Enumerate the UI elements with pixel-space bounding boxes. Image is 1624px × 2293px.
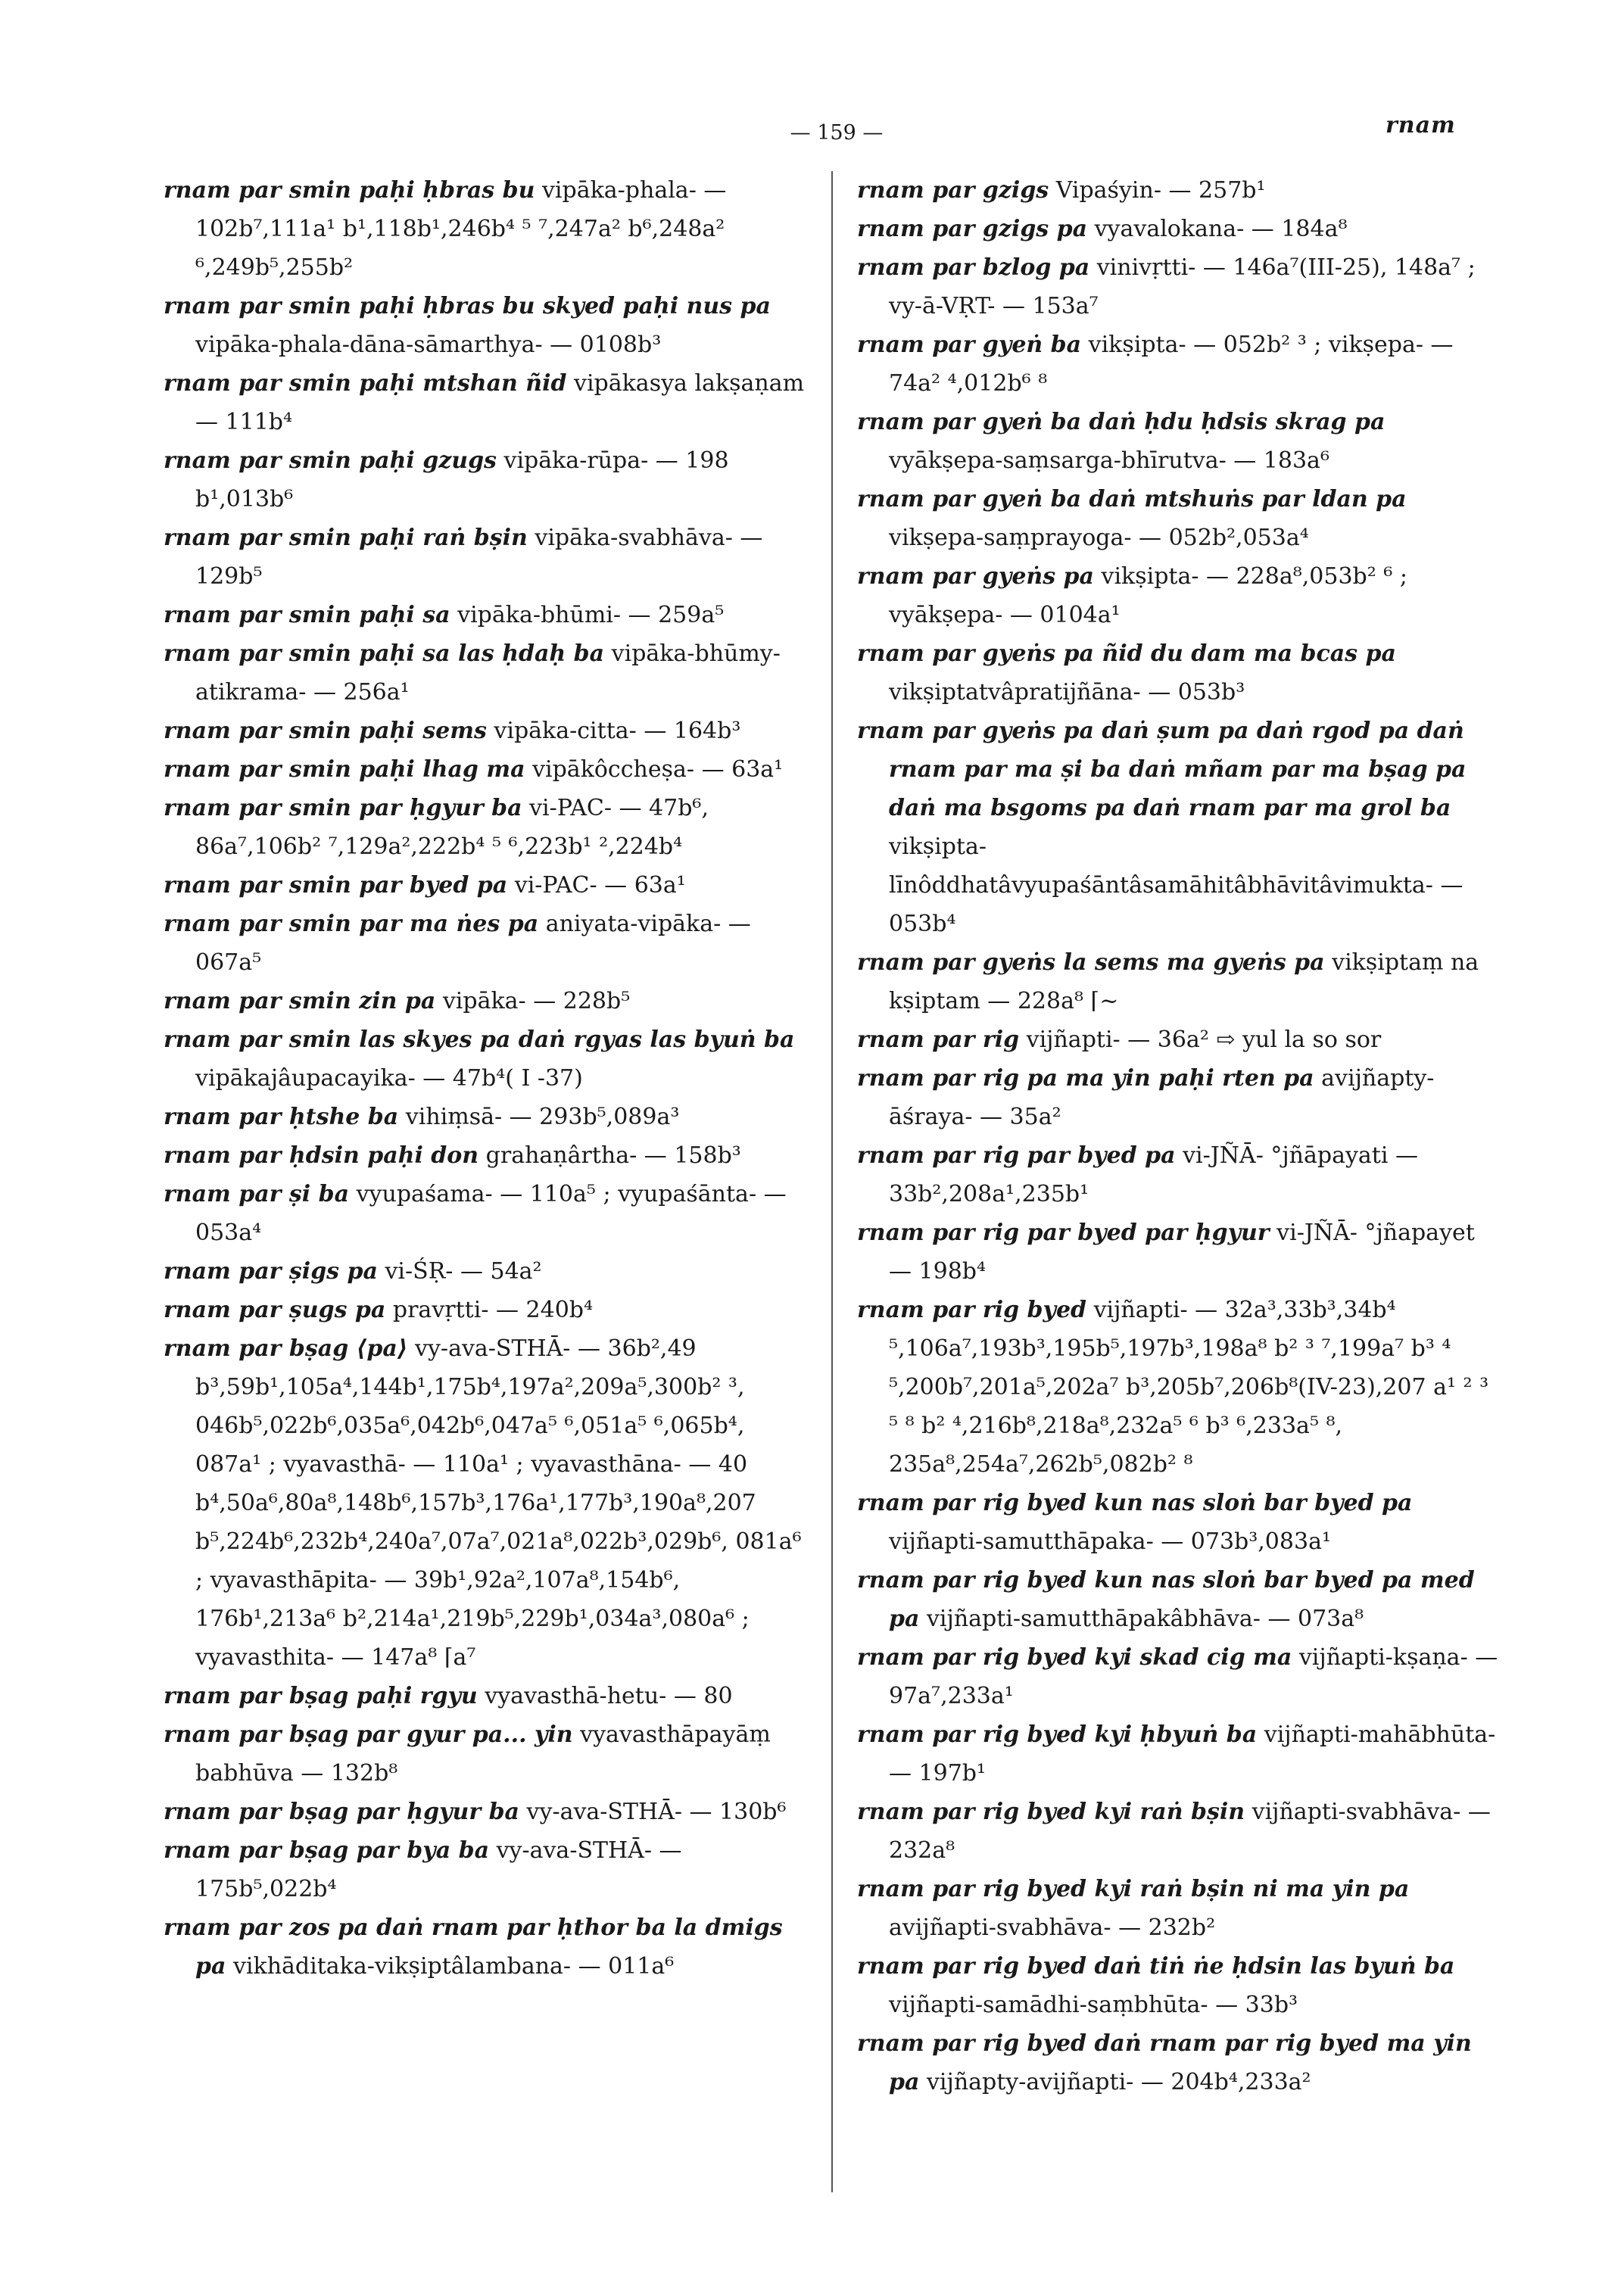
entry-headword: rnam par gyeṅs la sems ma gyeṅs pa — [857, 949, 1325, 976]
entry-headword: rnam par gzigs pa — [857, 216, 1088, 242]
dictionary-entry — [857, 2024, 1501, 2101]
entry-definition: vihiṃsā- — 293b⁵,089a³ — [405, 1104, 680, 1130]
entry-headword: rnam par zos pa daṅ rnam par ḥthor ba la dmigs pa — [164, 1914, 783, 1980]
entry-headword: rnam par smin paḥi gzugs — [164, 447, 497, 474]
entry-definition: vi-JÑĀ- °jñāpayati — 33b²,208a¹,235b¹ — [889, 1142, 1418, 1207]
dictionary-entry — [164, 1098, 807, 1136]
entry-headword: rnam par bṣag par ḥgyur ba — [164, 1799, 519, 1825]
entry-headword: rnam par gyeṅs pa daṅ ṣum pa daṅ rgod pa daṅ rnam par ma ṣi ba daṅ mñam par ma bṣag pa daṅ ma bsgoms pa daṅ rnam par ma grol ba — [857, 718, 1467, 821]
entry-headword: rnam par rig byed — [857, 1297, 1087, 1323]
entry-headword: rnam par smin paḥi sems — [164, 718, 487, 744]
left-column — [164, 171, 807, 1986]
dictionary-entry — [164, 905, 807, 982]
dictionary-entry — [857, 210, 1501, 248]
entry-headword: rnam par bṣag par bya ba — [164, 1837, 490, 1864]
entry-headword: rnam par gzigs — [857, 177, 1049, 204]
dictionary-entry — [164, 596, 807, 634]
entry-headword: rnam par gyeṅ ba daṅ ḥdu ḥdsis skrag pa — [857, 409, 1386, 435]
dictionary-entry — [164, 364, 807, 441]
entry-headword: rnam par smin paḥi sa las ḥdaḥ ba — [164, 640, 605, 667]
dictionary-entry — [164, 789, 807, 866]
entry-headword: rnam par rig byed kyi raṅ bṣin — [857, 1799, 1245, 1825]
entry-headword: rnam par smin paḥi sa — [164, 602, 450, 628]
dictionary-entry — [164, 1831, 807, 1908]
entry-definition: vipākôccheṣa- — 63a¹ — [532, 756, 784, 783]
entry-headword: rnam par rig byed kyi skad cig ma — [857, 1644, 1292, 1671]
entry-definition: Vipaśyin- — 257b¹ — [1055, 177, 1266, 204]
entry-definition: aniyata-vipāka- — 067a⁵ — [195, 911, 751, 976]
entry-definition: vyupaśama- — 110a⁵ ; vyupaśānta- — 053a⁴ — [195, 1181, 787, 1246]
dictionary-entry — [857, 634, 1501, 712]
entry-headword: rnam par smin paḥi ḥbras bu — [164, 177, 535, 204]
entry-headword: rnam par rig byed kyi ḥbyuṅ ba — [857, 1721, 1258, 1748]
entry-headword: rnam par smin par ma ṅes pa — [164, 911, 539, 937]
entry-headword: rnam par gyeṅs pa ñid du dam ma bcas pa — [857, 640, 1396, 667]
entry-headword: rnam par rig byed daṅ rnam par rig byed ma yin pa — [857, 2030, 1472, 2095]
dictionary-entry — [164, 171, 807, 287]
entry-definition: vipāka-bhūmi- — 259a⁵ — [457, 602, 725, 628]
entry-headword: rnam par gyeṅ ba — [857, 332, 1082, 358]
dictionary-entry — [857, 1136, 1501, 1213]
entry-definition: vijñapti-samādhi-saṃbhūta- — 33b³ — [889, 1992, 1298, 2018]
entry-definition: vipāka-svabhāva- — 129b⁵ — [195, 525, 763, 590]
entry-headword: rnam par smin paḥi raṅ bṣin — [164, 525, 528, 551]
entry-headword: rnam par bzlog pa — [857, 254, 1090, 281]
running-head: rnam — [1386, 112, 1456, 139]
entry-headword: rnam par rig byed kun nas sloṅ bar byed pa med pa — [857, 1567, 1475, 1632]
dictionary-entry — [164, 712, 807, 750]
entry-headword: rnam par smin paḥi mtshan ñid — [164, 370, 567, 397]
entry-headword: rnam par smin paḥi ḥbras bu skyed paḥi nus pa — [164, 293, 771, 319]
dictionary-entry — [857, 1793, 1501, 1870]
entry-headword: rnam par rig par byed pa — [857, 1142, 1176, 1169]
entry-definition: vikṣepa-saṃprayoga- — 052b²,053a⁴ — [889, 525, 1309, 551]
dictionary-entry — [164, 1252, 807, 1291]
dictionary-entry — [857, 171, 1501, 210]
dictionary-entry — [857, 1484, 1501, 1561]
entry-definition: vi-PAC- — 47b⁶, 86a⁷,106b² ⁷,129a²,222b⁴ ⁵ ⁶,223b¹ ²,224b⁴ — [195, 795, 709, 860]
dictionary-entry — [857, 1870, 1501, 1947]
entry-definition: vikhāditaka-vikṣiptâlambana- — 011a⁶ — [232, 1953, 675, 1980]
entry-headword: rnam par smin par ḥgyur ba — [164, 795, 522, 821]
entry-definition: vyākṣepa-saṃsarga-bhīrutva- — 183a⁶ — [889, 447, 1329, 474]
dictionary-entry — [857, 1638, 1501, 1715]
entry-headword: rnam par ṣugs pa — [164, 1297, 386, 1323]
entry-definition: vipākajâupacayika- — 47b⁴( I -37) — [195, 1065, 583, 1092]
entry-headword: rnam par smin par byed pa — [164, 872, 508, 899]
dictionary-entry — [857, 326, 1501, 403]
dictionary-entry — [857, 1020, 1501, 1059]
dictionary-entry — [164, 866, 807, 905]
page-number: — 159 — — [790, 121, 884, 145]
dictionary-entry — [164, 1329, 807, 1677]
entry-headword: rnam par smin zin pa — [164, 988, 436, 1014]
dictionary-entry — [857, 557, 1501, 634]
dictionary-entry — [164, 1175, 807, 1252]
entry-definition: vi-ŚṚ- — 54a² — [385, 1258, 542, 1285]
entry-definition: vipāka-phala-dāna-sāmarthya- — 0108b³ — [195, 332, 662, 358]
entry-definition: vipāka-citta- — 164b³ — [494, 718, 741, 744]
entry-headword: rnam par rig byed daṅ tiṅ ṅe ḥdsin las byuṅ ba — [857, 1953, 1455, 1980]
entry-headword: rnam par rig — [857, 1027, 1020, 1053]
entry-definition: vyavasthā-hetu- — 80 — [485, 1683, 733, 1709]
dictionary-entry — [857, 1059, 1501, 1136]
entry-definition: vy-ava-STHĀ- — 175b⁵,022b⁴ — [195, 1837, 682, 1902]
entry-definition: vijñapti-kṣaṇa- — 97a⁷,233a¹ — [889, 1644, 1498, 1709]
dictionary-entry — [857, 712, 1501, 943]
entry-definition: vipāka-phala- — 102b⁷,111a¹ b¹,118b¹,246b⁴ ⁵ ⁷,247a² b⁶,248a² ⁶,249b⁵,255b² — [195, 177, 727, 281]
entry-definition: vijñapti-samutthāpaka- — 073b³,083a¹ — [889, 1528, 1331, 1555]
entry-headword: rnam par rig par byed par ḥgyur — [857, 1220, 1270, 1246]
dictionary-entry — [857, 248, 1501, 326]
entry-definition: vikṣipta-līnôddhatâvyupaśāntâsamāhitâbhāvitâvimukta- — 053b⁴ — [889, 833, 1463, 937]
dictionary-entry — [857, 1213, 1501, 1291]
entry-definition: vinivṛtti- — 146a⁷(III-25), 148a⁷ ; vy-ā-VṚT- — 153a⁷ — [889, 254, 1476, 319]
entry-headword: rnam par ṣi ba — [164, 1181, 350, 1207]
entry-definition: vijñapty-avijñapti- — 204b⁴,233a² — [926, 2069, 1311, 2095]
dictionary-entry — [164, 1908, 807, 1986]
dictionary-entry — [164, 1136, 807, 1175]
entry-definition: avijñapty-āśraya- — 35a² — [889, 1065, 1435, 1130]
entry-headword: rnam par bṣag ⟨pa⟩ — [164, 1335, 408, 1362]
entry-definition: vipāka-rūpa- — 198 b¹,013b⁶ — [195, 447, 729, 512]
column-divider — [831, 171, 833, 2192]
dictionary-entry — [164, 1715, 807, 1793]
entry-definition: vyavasthāpayāṃ babhūva — 132b⁸ — [195, 1721, 771, 1787]
entry-definition: vijñapti- — 36a² ⇨ yul la so sor — [1026, 1027, 1382, 1053]
dictionary-entry — [857, 1715, 1501, 1793]
dictionary-entry — [164, 441, 807, 519]
entry-definition: vy-ava-STHĀ- — 130b⁶ — [526, 1799, 787, 1825]
entry-definition: vikṣipta- — 052b² ³ ; vikṣepa- — 74a² ⁴,012b⁶ ⁸ — [889, 332, 1454, 397]
entry-definition: avijñapti-svabhāva- — 232b² — [889, 1914, 1216, 1941]
dictionary-entry — [857, 1561, 1501, 1638]
entry-definition: vijñapti-svabhāva- — 232a⁸ — [889, 1799, 1491, 1864]
entry-definition: vi-PAC- — 63a¹ — [514, 872, 686, 899]
entry-headword: rnam par rig byed kun nas sloṅ bar byed pa — [857, 1490, 1413, 1516]
right-column — [857, 171, 1501, 2101]
entry-definition: vijñapti-samutthāpakâbhāva- — 073a⁸ — [926, 1606, 1364, 1632]
entry-headword: rnam par gyeṅ ba daṅ mtshuṅs par ldan pa — [857, 486, 1407, 512]
dictionary-entry — [164, 1291, 807, 1329]
entry-definition: vijñapti-mahābhūta- — 197b¹ — [889, 1721, 1496, 1787]
entry-headword: rnam par smin las skyes pa daṅ rgyas las byuṅ ba — [164, 1027, 795, 1053]
entry-definition: pravṛtti- — 240b⁴ — [392, 1297, 594, 1323]
entry-definition: vy-ava-STHĀ- — 36b²,49 b³,59b¹,105a⁴,144b¹,175b⁴,197a²,209a⁵,300b² ³, 046b⁵,022b⁶,035a⁶,042b⁶,047a⁵ ⁶,051a⁵ ⁶,065b⁴, 087a¹ ; vyavasthā- — 110a¹ ; vyavasthāna- — 40 b⁴,50a⁶,80a⁸,148b⁶,157b³,176a¹,177b³,190a⁸,207 b⁵,224b⁶,232b⁴,240a⁷,07a⁷,021a⁸,022b³,029b⁶, 081a⁶ ; vyavasthāpita- — 39b¹,92a²,107a⁸,154b⁶, 176b¹,213a⁶ b²,214a¹,219b⁵,229b¹,034a³,080a⁶ ; vyavasthita- — 147a⁸ ⌈a⁷ — [195, 1335, 802, 1671]
entry-definition: vyavalokana- — 184a⁸ — [1094, 216, 1348, 242]
dictionary-entry — [857, 943, 1501, 1020]
dictionary-entry — [857, 1291, 1501, 1484]
entry-definition: vipāka- — 228b⁵ — [442, 988, 631, 1014]
dictionary-entry — [857, 480, 1501, 557]
entry-definition: grahaṇârtha- — 158b³ — [485, 1142, 741, 1169]
dictionary-entry — [857, 403, 1501, 480]
entry-definition: vipākasya lakṣaṇam — 111b⁴ — [195, 370, 805, 435]
dictionary-entry — [164, 1677, 807, 1715]
entry-headword: rnam par ḥtshe ba — [164, 1104, 399, 1130]
dictionary-entry — [164, 750, 807, 789]
dictionary-entry — [857, 1947, 1501, 2024]
entry-headword: rnam par ṣigs pa — [164, 1258, 378, 1285]
entry-headword: rnam par gyeṅs pa — [857, 563, 1094, 590]
dictionary-entry — [164, 1020, 807, 1098]
entry-definition: vikṣiptatvâpratijñāna- — 053b³ — [889, 679, 1245, 706]
dictionary-entry — [164, 982, 807, 1020]
entry-definition: vijñapti- — 32a³,33b³,34b⁴ ⁵,106a⁷,193b³,195b⁵,197b³,198a⁸ b² ³ ⁷,199a⁷ b³ ⁴ ⁵,200b⁷,201a⁵,202a⁷ b³,205b⁷,206b⁸(IV-23),207 a¹ ² ³ ⁵ ⁸ b² ⁴,216b⁸,218a⁸,232a⁵ ⁶ b³ ⁶,233a⁵ ⁸, 235a⁸,254a⁷,262b⁵,082b² ⁸ — [889, 1297, 1489, 1478]
entry-definition: vikṣipta- — 228a⁸,053b² ⁶ ; vyākṣepa- — 0104a¹ — [889, 563, 1407, 628]
dictionary-entry — [164, 634, 807, 712]
entry-headword: rnam par bṣag paḥi rgyu — [164, 1683, 478, 1709]
dictionary-entry — [164, 287, 807, 364]
entry-definition: vikṣiptaṃ na kṣiptam — 228a⁸ ⌈~ — [889, 949, 1479, 1014]
entry-headword: rnam par bṣag par gyur pa... yin — [164, 1721, 573, 1748]
dictionary-entry — [164, 1793, 807, 1831]
entry-definition: vipāka-bhūmy-atikrama- — 256a¹ — [195, 640, 781, 706]
entry-headword: rnam par ḥdsin paḥi don — [164, 1142, 479, 1169]
entry-headword: rnam par rig byed kyi raṅ bṣin ni ma yin pa — [857, 1876, 1410, 1902]
entry-headword: rnam par rig pa ma yin paḥi rten pa — [857, 1065, 1314, 1092]
entry-definition: vi-JÑĀ- °jñapayet — 198b⁴ — [889, 1220, 1475, 1285]
entry-headword: rnam par smin paḥi lhag ma — [164, 756, 525, 783]
dictionary-entry — [164, 519, 807, 596]
